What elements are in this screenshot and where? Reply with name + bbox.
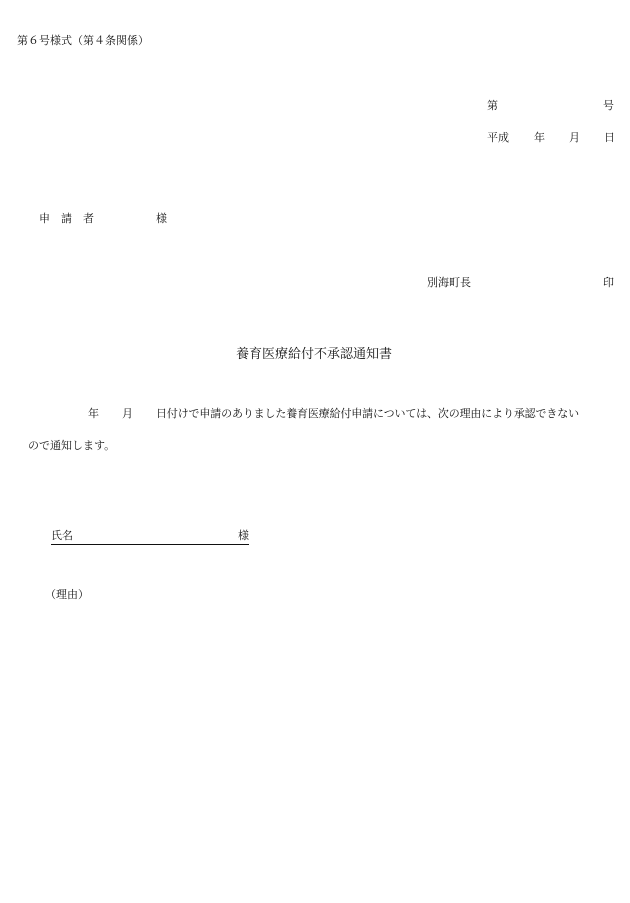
form-label: 第６号様式（第４条関係） — [17, 34, 149, 47]
body-text-line-2: ので通知します。 — [28, 439, 116, 452]
date-era: 平成 — [487, 131, 509, 144]
name-label: 氏名 — [51, 529, 73, 542]
body-year: 年 — [88, 407, 99, 420]
name-honorific: 様 — [238, 529, 249, 542]
date-day: 日 — [604, 131, 615, 144]
body-text-line-1: 日付けで申請のありました養育医療給付申請については、次の理由により承認できない — [156, 407, 579, 420]
applicant-label: 申 請 者 — [39, 212, 94, 225]
doc-number-suffix: 号 — [603, 99, 614, 112]
name-field — [51, 530, 249, 545]
seal-mark: 印 — [603, 276, 614, 289]
issuer-title: 別海町長 — [427, 276, 471, 289]
applicant-honorific: 様 — [156, 212, 167, 225]
body-month: 月 — [122, 407, 133, 420]
date-year: 年 — [534, 131, 545, 144]
reason-label: （理由） — [45, 588, 89, 601]
doc-number-prefix: 第 — [487, 99, 498, 112]
document-title: 養育医療給付不承認通知書 — [236, 347, 393, 362]
name-underline — [51, 530, 249, 545]
date-month: 月 — [569, 131, 580, 144]
